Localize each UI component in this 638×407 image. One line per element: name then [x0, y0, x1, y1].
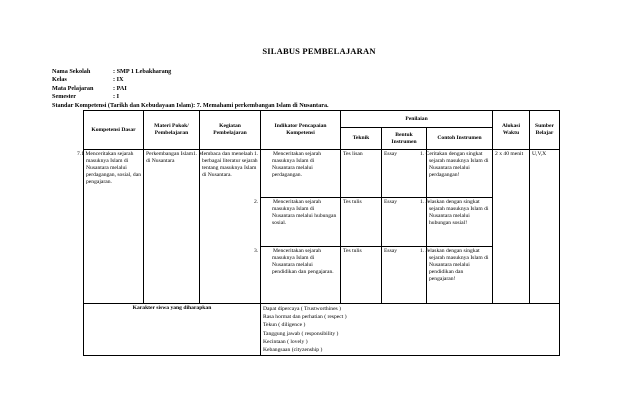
header-kegiatan: Kegiatan Pembelajaran [200, 111, 261, 150]
header-bentuk: Bentuk Instrumen [382, 128, 427, 150]
header-teknik: Teknik [341, 128, 382, 150]
header-contoh: Contoh Instrumen [427, 128, 493, 150]
karakter-item: Tekun ( diligence ) [263, 322, 306, 329]
contoh-cell: 1. Ceritakan dengan singkat sejarah masuknya Islam di Nusantara melalui perdagangan! [427, 150, 493, 198]
document-meta [52, 68, 329, 110]
bentuk-cell: Essay [382, 198, 427, 247]
indikator-number: 3. [254, 248, 259, 254]
meta-row-class [52, 76, 329, 84]
teknik-cell: Tes lisan [341, 150, 382, 198]
header-materi: Materi Pokok/ Pembelajaran [144, 111, 200, 150]
syllabus-table [77, 110, 560, 356]
indikator-cell [254, 150, 341, 198]
meta-row-school [52, 68, 329, 76]
karakter-item: Dapat dipercaya ( Trustworthines ) [263, 306, 341, 312]
meta-row-standar [52, 102, 329, 110]
materi-cell: Perkembangan Islam di Nusantara [144, 150, 200, 304]
meta-value: : I [113, 93, 120, 101]
teknik-cell: Tes tulis [341, 247, 382, 304]
header-indikator: Indikator Pencapaian Kompetensi [261, 111, 341, 150]
indikator-text: Menceritakan sejarah masuknya Islam di Nusantara melalui hubungan sosial. [272, 199, 337, 226]
header-sumber: Sumber Belajar [530, 111, 560, 150]
meta-key: Semester [52, 93, 77, 101]
indikator-number: 1. [254, 151, 259, 157]
meta-value: : IX [113, 76, 124, 84]
bentuk-cell: Essay [382, 150, 427, 198]
kompetensi-dasar-cell: 7.1 Menceritakan sejarah masuknya Islam di Nusantara melalui perdagangan, sosial, dan pengajaran. [84, 150, 144, 304]
header-row [84, 111, 560, 128]
meta-key: Kelas [52, 76, 67, 84]
header-penilaian: Penilaian [341, 111, 493, 128]
karakter-item: Rasa hormat dan perhatian ( respect ) [263, 314, 347, 321]
bentuk-cell: Essay [382, 247, 427, 304]
alokasi-cell: 2 x 40 menit [493, 150, 530, 304]
karakter-label-cell: Karakter siswa yang diharapkan [84, 304, 261, 356]
document-title: SILABUS PEMBELAJARAN [262, 46, 376, 56]
karakter-row [84, 304, 560, 356]
kegiatan-cell: 1. Membaca dan menelaah berbagai literatur sejarah tentang masuknya Islam di Nusantara. [200, 150, 261, 304]
meta-value: : SMP 1 Lebakharang [113, 68, 172, 75]
indikator-cell [254, 247, 341, 304]
teknik-cell: Tes tulis [341, 198, 382, 247]
meta-value: : PAI [113, 84, 127, 92]
header-kompetensi: Kompetensi Dasar [84, 111, 144, 150]
contoh-cell: 1. Jelaskan dengan singkat sejarah masuknya Islam di Nusantara melalui pendidikan dan pengajaran! [427, 247, 493, 304]
meta-row-subject [52, 85, 329, 93]
meta-row-semester [52, 93, 329, 101]
indikator-text: Menceritakan sejarah masuknya Islam di Nusantara melalui pendidikan dan pengajaran. [272, 248, 334, 275]
meta-key: Mata Pelajaran [52, 84, 94, 92]
karakter-item: Tanggung jawab ( responsibility ) [263, 330, 339, 337]
sumber-cell: U,V,X [530, 150, 560, 304]
karakter-item: Kebangsaan (cityzenship ) [263, 347, 323, 354]
table-row [84, 150, 560, 198]
indikator-number: 2. [254, 199, 259, 205]
indikator-cell [254, 198, 341, 247]
indikator-text: Menceritakan sejarah masuknya Islam di Nusantara melalui perdagangan. [272, 151, 321, 178]
meta-key: Nama Sekolah [52, 68, 91, 75]
karakter-item: Kecintaan ( lovely ) [263, 338, 308, 345]
contoh-cell: 1. Jelaskan dengan singkat sejarah masuknya Islam di Nusantara melalui hubungan sosial! [427, 198, 493, 247]
header-alokasi: Alokasi Waktu [493, 111, 530, 150]
karakter-list-cell [261, 304, 560, 356]
standar-kompetensi: Standar Kompetensi (Tarikh dan Kebudayaan Islam): 7. Memahami perkembangan Islam di Nusantara. [52, 101, 329, 109]
